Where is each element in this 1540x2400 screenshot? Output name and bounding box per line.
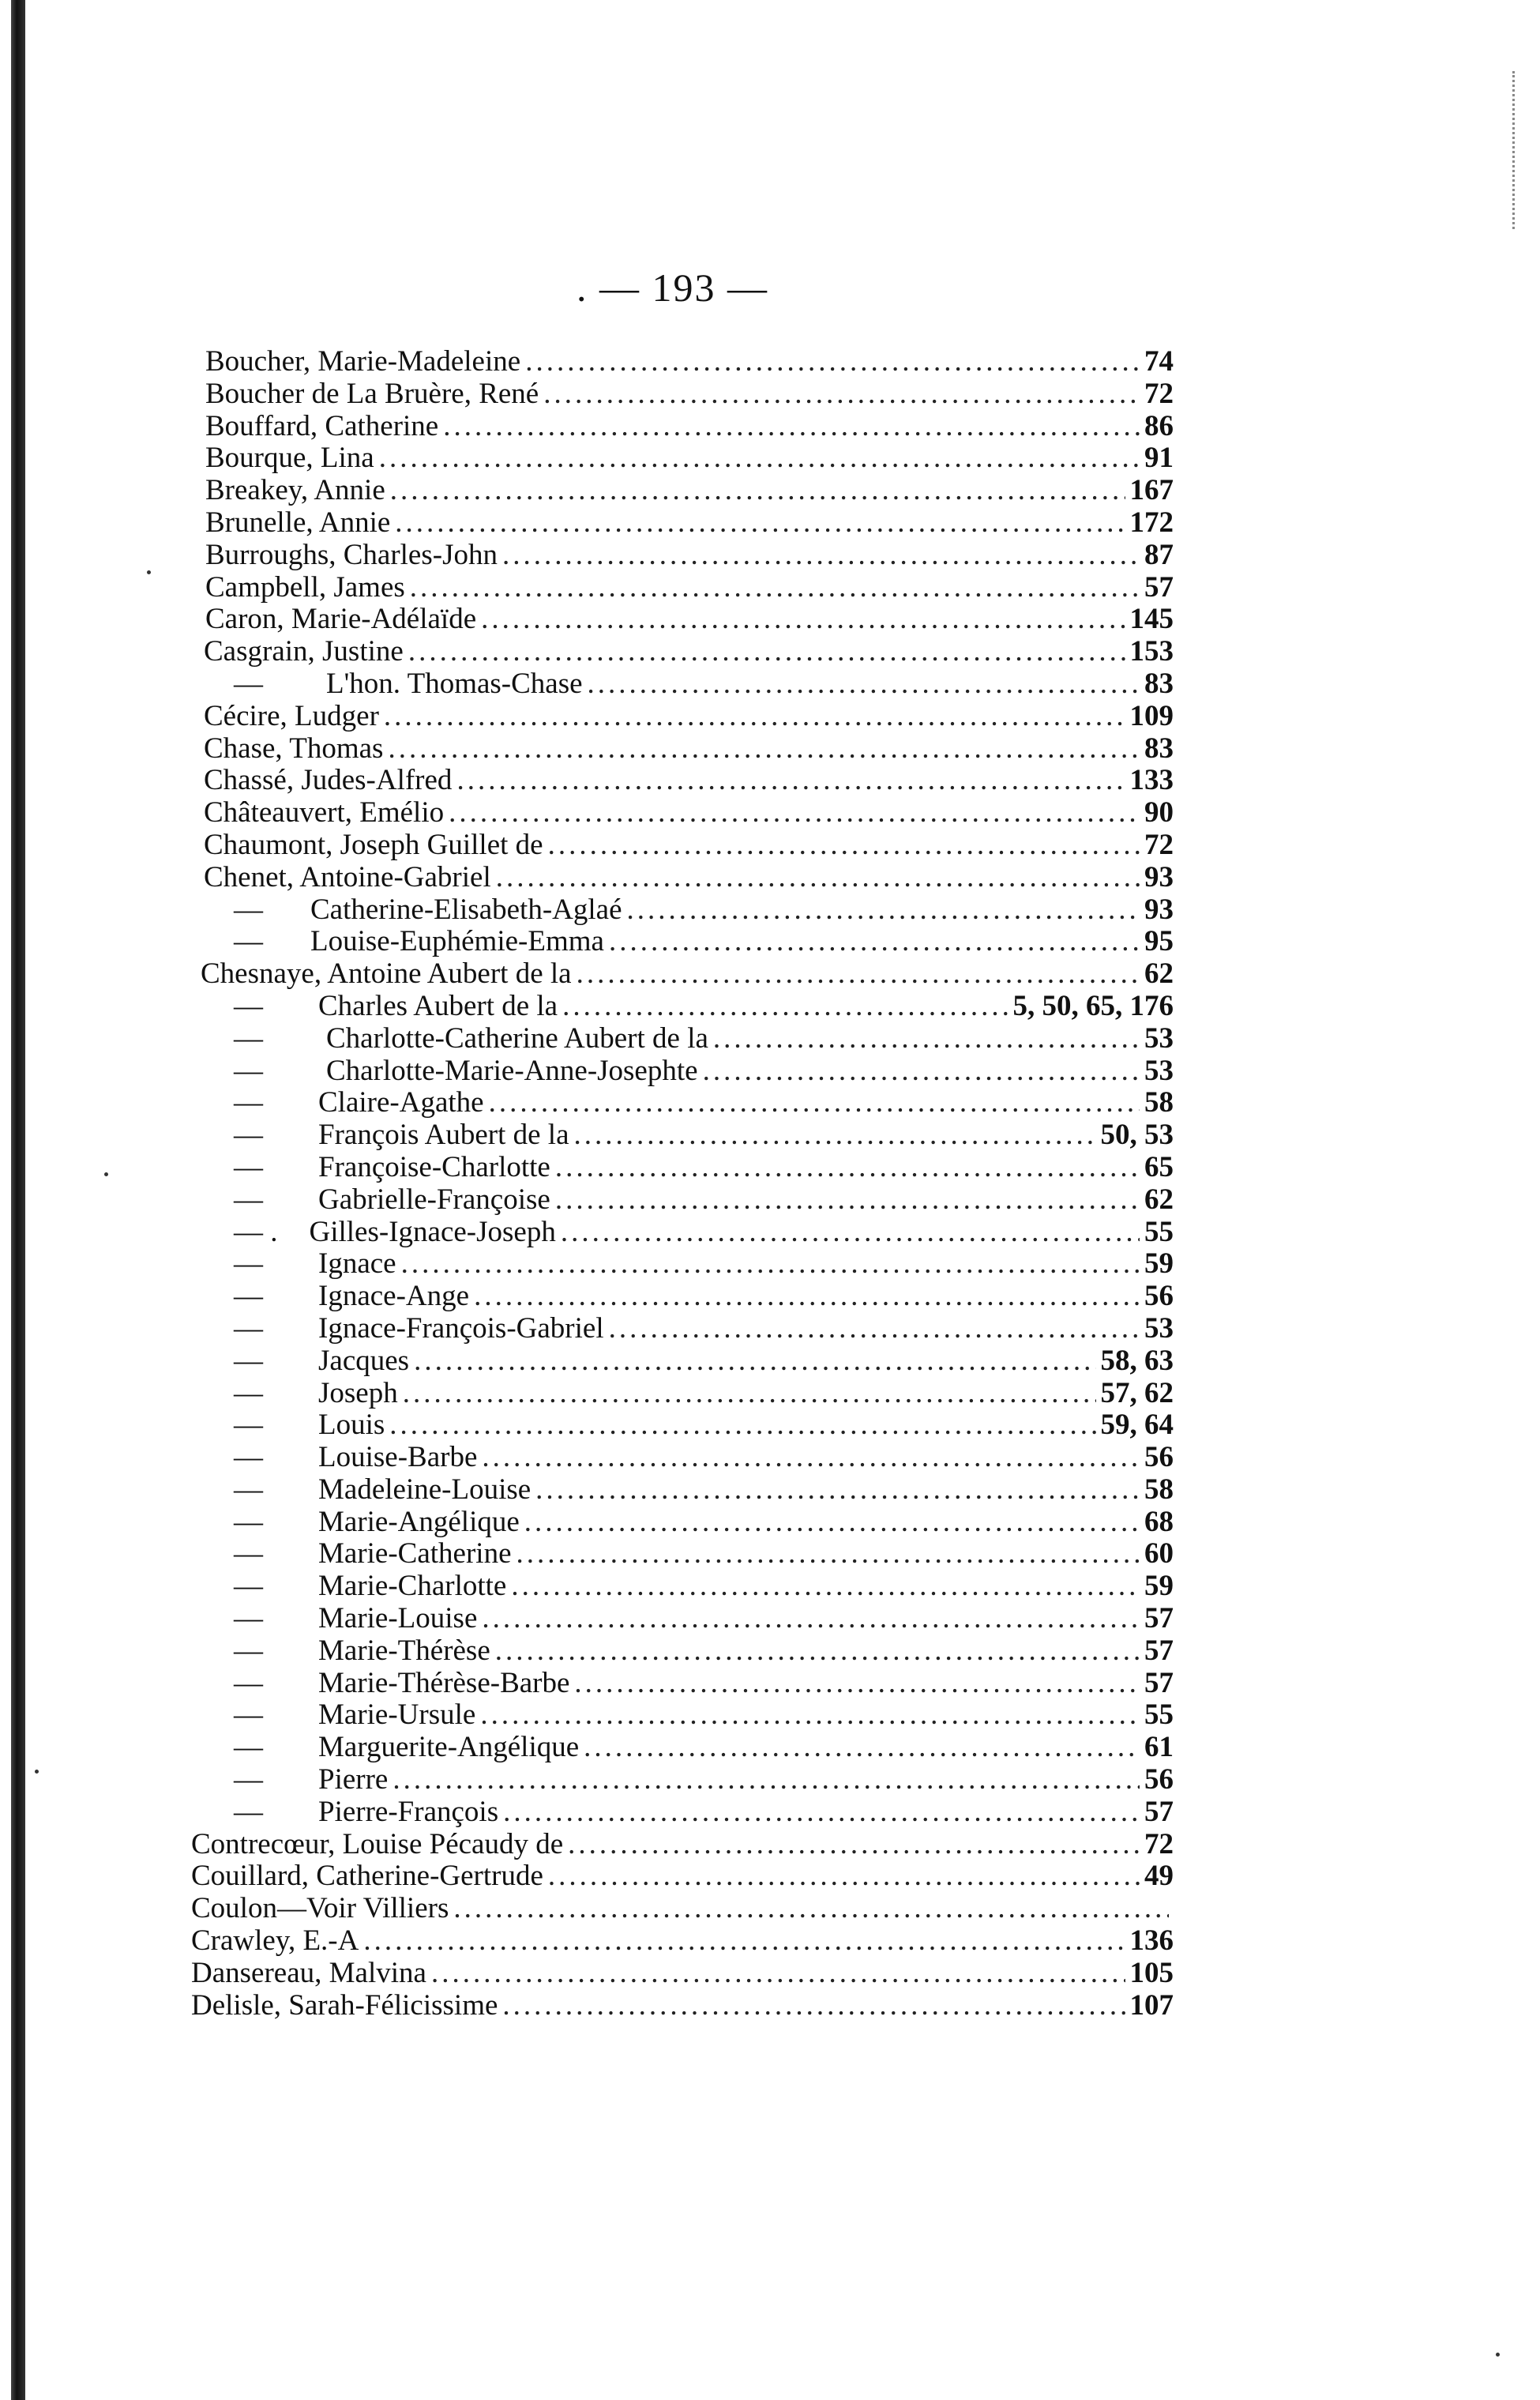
dot-leader	[388, 733, 1140, 766]
entry-name: Chesnaye, Antoine Aubert de la	[201, 957, 572, 991]
dot-leader	[561, 1217, 1140, 1249]
ink-speck	[104, 1172, 108, 1176]
ditto-dash: —	[234, 1119, 263, 1152]
index-entry	[186, 1764, 1174, 1796]
entry-name: Caron, Marie-Adélaïde	[205, 603, 477, 636]
entry-name: Burroughs, Charles-John	[205, 538, 498, 571]
entry-name: L'hon. Thomas-Chase	[326, 667, 583, 700]
entry-pages: 86	[1144, 409, 1174, 442]
index-entry	[186, 378, 1174, 411]
entry-pages: 72	[1144, 377, 1174, 410]
ditto-dash: —	[234, 1666, 263, 1699]
entry-name: Louise-Euphémie-Emma	[310, 925, 604, 958]
entry-name: Louise-Barbe	[318, 1441, 478, 1474]
entry-pages: 68	[1144, 1505, 1174, 1538]
index-entry	[186, 604, 1174, 636]
entry-name: Delisle, Sarah-Félicissime	[191, 1988, 498, 2022]
index-entry	[186, 1990, 1174, 2022]
dot-leader	[481, 604, 1125, 636]
index-list	[186, 346, 1174, 2022]
dot-leader	[516, 1538, 1140, 1571]
entry-name: Joseph	[318, 1376, 398, 1409]
ditto-dash: —	[234, 1570, 263, 1603]
index-entry	[186, 411, 1174, 443]
ditto-dash: —	[234, 1795, 263, 1828]
index-entry	[186, 1217, 1174, 1249]
ditto-dash: —	[234, 1183, 263, 1216]
entry-pages: 56	[1144, 1763, 1174, 1796]
index-entry	[186, 1345, 1174, 1378]
index-entry	[186, 991, 1174, 1023]
dot-leader	[627, 894, 1140, 927]
index-entry	[186, 1958, 1174, 1990]
ink-speck	[1496, 2353, 1500, 2357]
entry-pages: 87	[1144, 538, 1174, 571]
entry-pages: 58	[1144, 1473, 1174, 1506]
binding-edge	[11, 0, 25, 2400]
ditto-dash: —	[234, 1376, 263, 1409]
dot-leader	[410, 572, 1140, 604]
entry-name: Chaumont, Joseph Guillet de	[204, 828, 543, 861]
ditto-dash: —	[234, 1086, 263, 1119]
entry-pages: 56	[1144, 1280, 1174, 1313]
ditto-dash: —	[234, 1280, 263, 1313]
entry-name: Marie-Louise	[318, 1602, 478, 1635]
dot-leader	[568, 1829, 1140, 1861]
index-entry	[186, 1893, 1174, 1925]
dot-leader	[384, 701, 1125, 733]
dot-leader	[408, 636, 1125, 668]
entry-pages: 53	[1144, 1054, 1174, 1087]
ditto-dash: —	[234, 1698, 263, 1732]
dot-leader	[574, 1119, 1096, 1152]
ink-speck	[147, 570, 151, 574]
index-entry	[186, 1635, 1174, 1668]
entry-pages: 145	[1129, 603, 1174, 636]
index-entry	[186, 507, 1174, 540]
entry-pages: 57	[1144, 1634, 1174, 1667]
dot-leader	[480, 1699, 1140, 1732]
entry-name: Charles Aubert de la	[318, 989, 558, 1022]
dot-leader	[524, 1507, 1140, 1539]
entry-pages: 53	[1144, 1311, 1174, 1345]
index-entry	[186, 958, 1174, 991]
index-entry	[186, 1055, 1174, 1088]
entry-pages: 93	[1144, 893, 1174, 926]
entry-pages: 59, 64	[1100, 1409, 1174, 1442]
ditto-dash: —	[234, 1731, 263, 1764]
ditto-dash: —	[234, 1634, 263, 1667]
entry-name: Casgrain, Justine	[204, 635, 404, 668]
ditto-dash: —	[234, 1150, 263, 1183]
entry-pages: 60	[1144, 1537, 1174, 1571]
index-entry	[186, 1507, 1174, 1539]
index-entry	[186, 475, 1174, 507]
ditto-dash: —	[234, 989, 263, 1022]
entry-name: Chenet, Antoine-Gabriel	[204, 860, 491, 893]
dot-leader	[503, 1796, 1140, 1829]
index-entry	[186, 668, 1174, 701]
entry-name: Catherine-Elisabeth-Aglaé	[310, 893, 622, 926]
dot-leader	[609, 926, 1140, 958]
ditto-dash: —	[234, 1247, 263, 1281]
entry-pages: 83	[1144, 732, 1174, 765]
ditto-dash: —	[234, 1473, 263, 1506]
index-entry	[186, 862, 1174, 894]
index-entry	[186, 1248, 1174, 1281]
ditto-dash: —	[234, 1021, 263, 1055]
entry-pages: 172	[1129, 506, 1174, 539]
entry-name: Cécire, Ludger	[204, 699, 379, 732]
entry-pages: 57	[1144, 1602, 1174, 1635]
entry-name: Couillard, Catherine-Gertrude	[191, 1860, 543, 1893]
dot-leader	[496, 862, 1140, 894]
dot-leader	[713, 1023, 1140, 1055]
ditto-dash: —	[234, 1054, 263, 1087]
entry-name: Charlotte-Marie-Anne-Josephte	[326, 1054, 698, 1087]
ditto-dash: —	[234, 1344, 263, 1377]
index-entry	[186, 1152, 1174, 1184]
entry-pages: 95	[1144, 925, 1174, 958]
entry-name: Gabrielle-Françoise	[318, 1183, 550, 1216]
index-entry	[186, 1474, 1174, 1507]
entry-pages: 50, 53	[1100, 1119, 1174, 1152]
entry-name: Ignace	[318, 1247, 396, 1281]
dot-leader	[588, 668, 1140, 701]
ditto-dash: — .	[234, 1215, 278, 1248]
entry-name: Campbell, James	[205, 570, 405, 604]
entry-name: Jacques	[318, 1344, 410, 1377]
entry-name: Louis	[318, 1409, 385, 1442]
entry-pages: 167	[1129, 474, 1174, 507]
entry-name: Claire-Agathe	[318, 1086, 484, 1119]
dot-leader	[431, 1958, 1125, 1990]
entry-name: Ignace-François-Gabriel	[318, 1311, 604, 1345]
index-entry	[186, 1313, 1174, 1345]
index-entry	[186, 346, 1174, 378]
index-entry	[186, 1087, 1174, 1119]
dot-leader	[535, 1474, 1140, 1507]
ditto-dash: —	[234, 1505, 263, 1538]
dot-leader	[453, 1893, 1169, 1925]
entry-name: Ignace-Ange	[318, 1280, 470, 1313]
dot-leader	[389, 1409, 1095, 1442]
ditto-dash: —	[234, 925, 263, 958]
entry-pages: 57	[1144, 1795, 1174, 1828]
entry-name: Boucher de La Bruère, René	[205, 377, 539, 410]
index-entry	[186, 926, 1174, 958]
entry-pages: 57	[1144, 1666, 1174, 1699]
index-entry	[186, 765, 1174, 797]
index-entry	[186, 1184, 1174, 1217]
page-edge-marks	[1512, 71, 1518, 229]
entry-name: Marie-Thérèse-Barbe	[318, 1666, 570, 1699]
dot-leader	[577, 958, 1140, 991]
dot-leader	[502, 1990, 1125, 2022]
entry-name: Brunelle, Annie	[205, 506, 391, 539]
entry-name: Crawley, E.-A	[191, 1924, 359, 1958]
dot-leader	[456, 765, 1125, 797]
index-entry	[186, 733, 1174, 766]
entry-pages: 59	[1144, 1247, 1174, 1281]
index-entry	[186, 701, 1174, 733]
index-entry	[186, 1571, 1174, 1603]
entry-pages: 72	[1144, 1827, 1174, 1860]
dot-leader	[414, 1345, 1095, 1378]
entry-pages: 5, 50, 65, 176	[1012, 989, 1174, 1022]
dot-leader	[443, 411, 1140, 443]
entry-pages: 56	[1144, 1441, 1174, 1474]
index-entry	[186, 1409, 1174, 1442]
entry-name: Boucher, Marie-Madeleine	[205, 345, 521, 378]
entry-name: Coulon—Voir Villiers	[191, 1892, 449, 1925]
index-entry	[186, 1668, 1174, 1700]
dot-leader	[474, 1281, 1140, 1313]
dot-leader	[403, 1378, 1096, 1410]
index-entry	[186, 1860, 1174, 1893]
entry-name: Marguerite-Angélique	[318, 1731, 580, 1764]
ditto-dash: —	[234, 1441, 263, 1474]
dot-leader	[555, 1184, 1140, 1217]
entry-name: Marie-Ursule	[318, 1698, 476, 1732]
ditto-dash: —	[234, 893, 263, 926]
dot-leader	[543, 378, 1140, 411]
entry-pages: 62	[1144, 1183, 1174, 1216]
entry-pages: 57, 62	[1100, 1376, 1174, 1409]
dot-leader	[363, 1925, 1125, 1958]
dot-leader	[482, 1603, 1140, 1635]
ditto-dash: —	[234, 1602, 263, 1635]
entry-pages: 59	[1144, 1570, 1174, 1603]
entry-pages: 58, 63	[1100, 1344, 1174, 1377]
ditto-dash: —	[234, 667, 263, 700]
entry-pages: 105	[1129, 1956, 1174, 1989]
entry-pages: 55	[1144, 1215, 1174, 1248]
dot-leader	[449, 797, 1140, 829]
index-entry	[186, 1699, 1174, 1732]
entry-pages: 93	[1144, 860, 1174, 893]
dot-leader	[548, 1860, 1140, 1893]
index-entry	[186, 1796, 1174, 1829]
dot-leader	[489, 1087, 1140, 1119]
entry-name: Marie-Charlotte	[318, 1570, 507, 1603]
entry-name: Contrecœur, Louise Pécaudy de	[191, 1827, 564, 1860]
dot-leader	[562, 991, 1008, 1023]
entry-name: Pierre	[318, 1763, 389, 1796]
dot-leader	[584, 1732, 1140, 1764]
index-entry	[186, 1925, 1174, 1958]
entry-name: Marie-Angélique	[318, 1505, 520, 1538]
index-entry	[186, 1119, 1174, 1152]
index-entry	[186, 797, 1174, 829]
entry-name: Françoise-Charlotte	[318, 1150, 550, 1183]
entry-pages: 58	[1144, 1086, 1174, 1119]
index-entry	[186, 1538, 1174, 1571]
dot-leader	[482, 1442, 1140, 1474]
ditto-dash: —	[234, 1409, 263, 1442]
dot-leader	[511, 1571, 1140, 1603]
entry-pages: 72	[1144, 828, 1174, 861]
entry-pages: 61	[1144, 1731, 1174, 1764]
index-entry	[186, 1732, 1174, 1764]
entry-name: Bouffard, Catherine	[205, 409, 439, 442]
entry-pages: 109	[1129, 699, 1174, 732]
index-entry	[186, 636, 1174, 668]
entry-name: Bourque, Lina	[205, 442, 374, 475]
index-entry	[186, 1378, 1174, 1410]
dot-leader	[574, 1668, 1140, 1700]
entry-pages: 83	[1144, 667, 1174, 700]
index-entry	[186, 1281, 1174, 1313]
entry-name: Marie-Thérèse	[318, 1634, 490, 1667]
entry-pages: 90	[1144, 796, 1174, 829]
index-entry	[186, 1829, 1174, 1861]
dot-leader	[379, 442, 1140, 475]
index-entry	[186, 1023, 1174, 1055]
dot-leader	[609, 1313, 1140, 1345]
entry-pages: 153	[1129, 635, 1174, 668]
entry-name: Breakey, Annie	[205, 474, 385, 507]
entry-name: François Aubert de la	[318, 1119, 569, 1152]
entry-pages: 74	[1144, 345, 1174, 378]
dot-leader	[525, 346, 1140, 378]
entry-name: Pierre-François	[318, 1795, 499, 1828]
entry-name: Marie-Catherine	[318, 1537, 512, 1571]
entry-pages: 91	[1144, 442, 1174, 475]
index-entry	[186, 540, 1174, 572]
dot-leader	[393, 1764, 1140, 1796]
entry-pages: 49	[1144, 1860, 1174, 1893]
entry-pages: 136	[1129, 1924, 1174, 1958]
dot-leader	[703, 1055, 1140, 1088]
entry-pages: 133	[1129, 764, 1174, 797]
ditto-dash: —	[234, 1537, 263, 1571]
index-entry	[186, 572, 1174, 604]
entry-name: Gilles-Ignace-Joseph	[309, 1215, 556, 1248]
index-entry	[186, 894, 1174, 927]
dot-leader	[395, 507, 1125, 540]
dot-leader	[555, 1152, 1140, 1184]
ink-speck	[35, 1770, 39, 1774]
dot-leader	[502, 540, 1140, 572]
entry-name: Châteauvert, Emélio	[204, 796, 445, 829]
entry-name: Charlotte-Catherine Aubert de la	[326, 1021, 708, 1055]
ditto-dash: —	[234, 1763, 263, 1796]
entry-pages: 55	[1144, 1698, 1174, 1732]
entry-pages: 107	[1129, 1988, 1174, 2022]
index-entry	[186, 442, 1174, 475]
entry-name: Chase, Thomas	[204, 732, 384, 765]
index-entry	[186, 829, 1174, 862]
page-number: . — 193 —	[577, 265, 768, 310]
entry-pages: 53	[1144, 1021, 1174, 1055]
dot-leader	[495, 1635, 1140, 1668]
entry-pages: 65	[1144, 1150, 1174, 1183]
dot-leader	[548, 829, 1140, 862]
dot-leader	[390, 475, 1125, 507]
entry-name: Madeleine-Louise	[318, 1473, 531, 1506]
ditto-dash: —	[234, 1311, 263, 1345]
entry-name: Chassé, Judes-Alfred	[204, 764, 453, 797]
dot-leader	[401, 1248, 1140, 1281]
index-entry	[186, 1603, 1174, 1635]
entry-pages: 57	[1144, 570, 1174, 604]
index-entry	[186, 1442, 1174, 1474]
entry-pages: 62	[1144, 957, 1174, 991]
entry-name: Dansereau, Malvina	[191, 1956, 426, 1989]
